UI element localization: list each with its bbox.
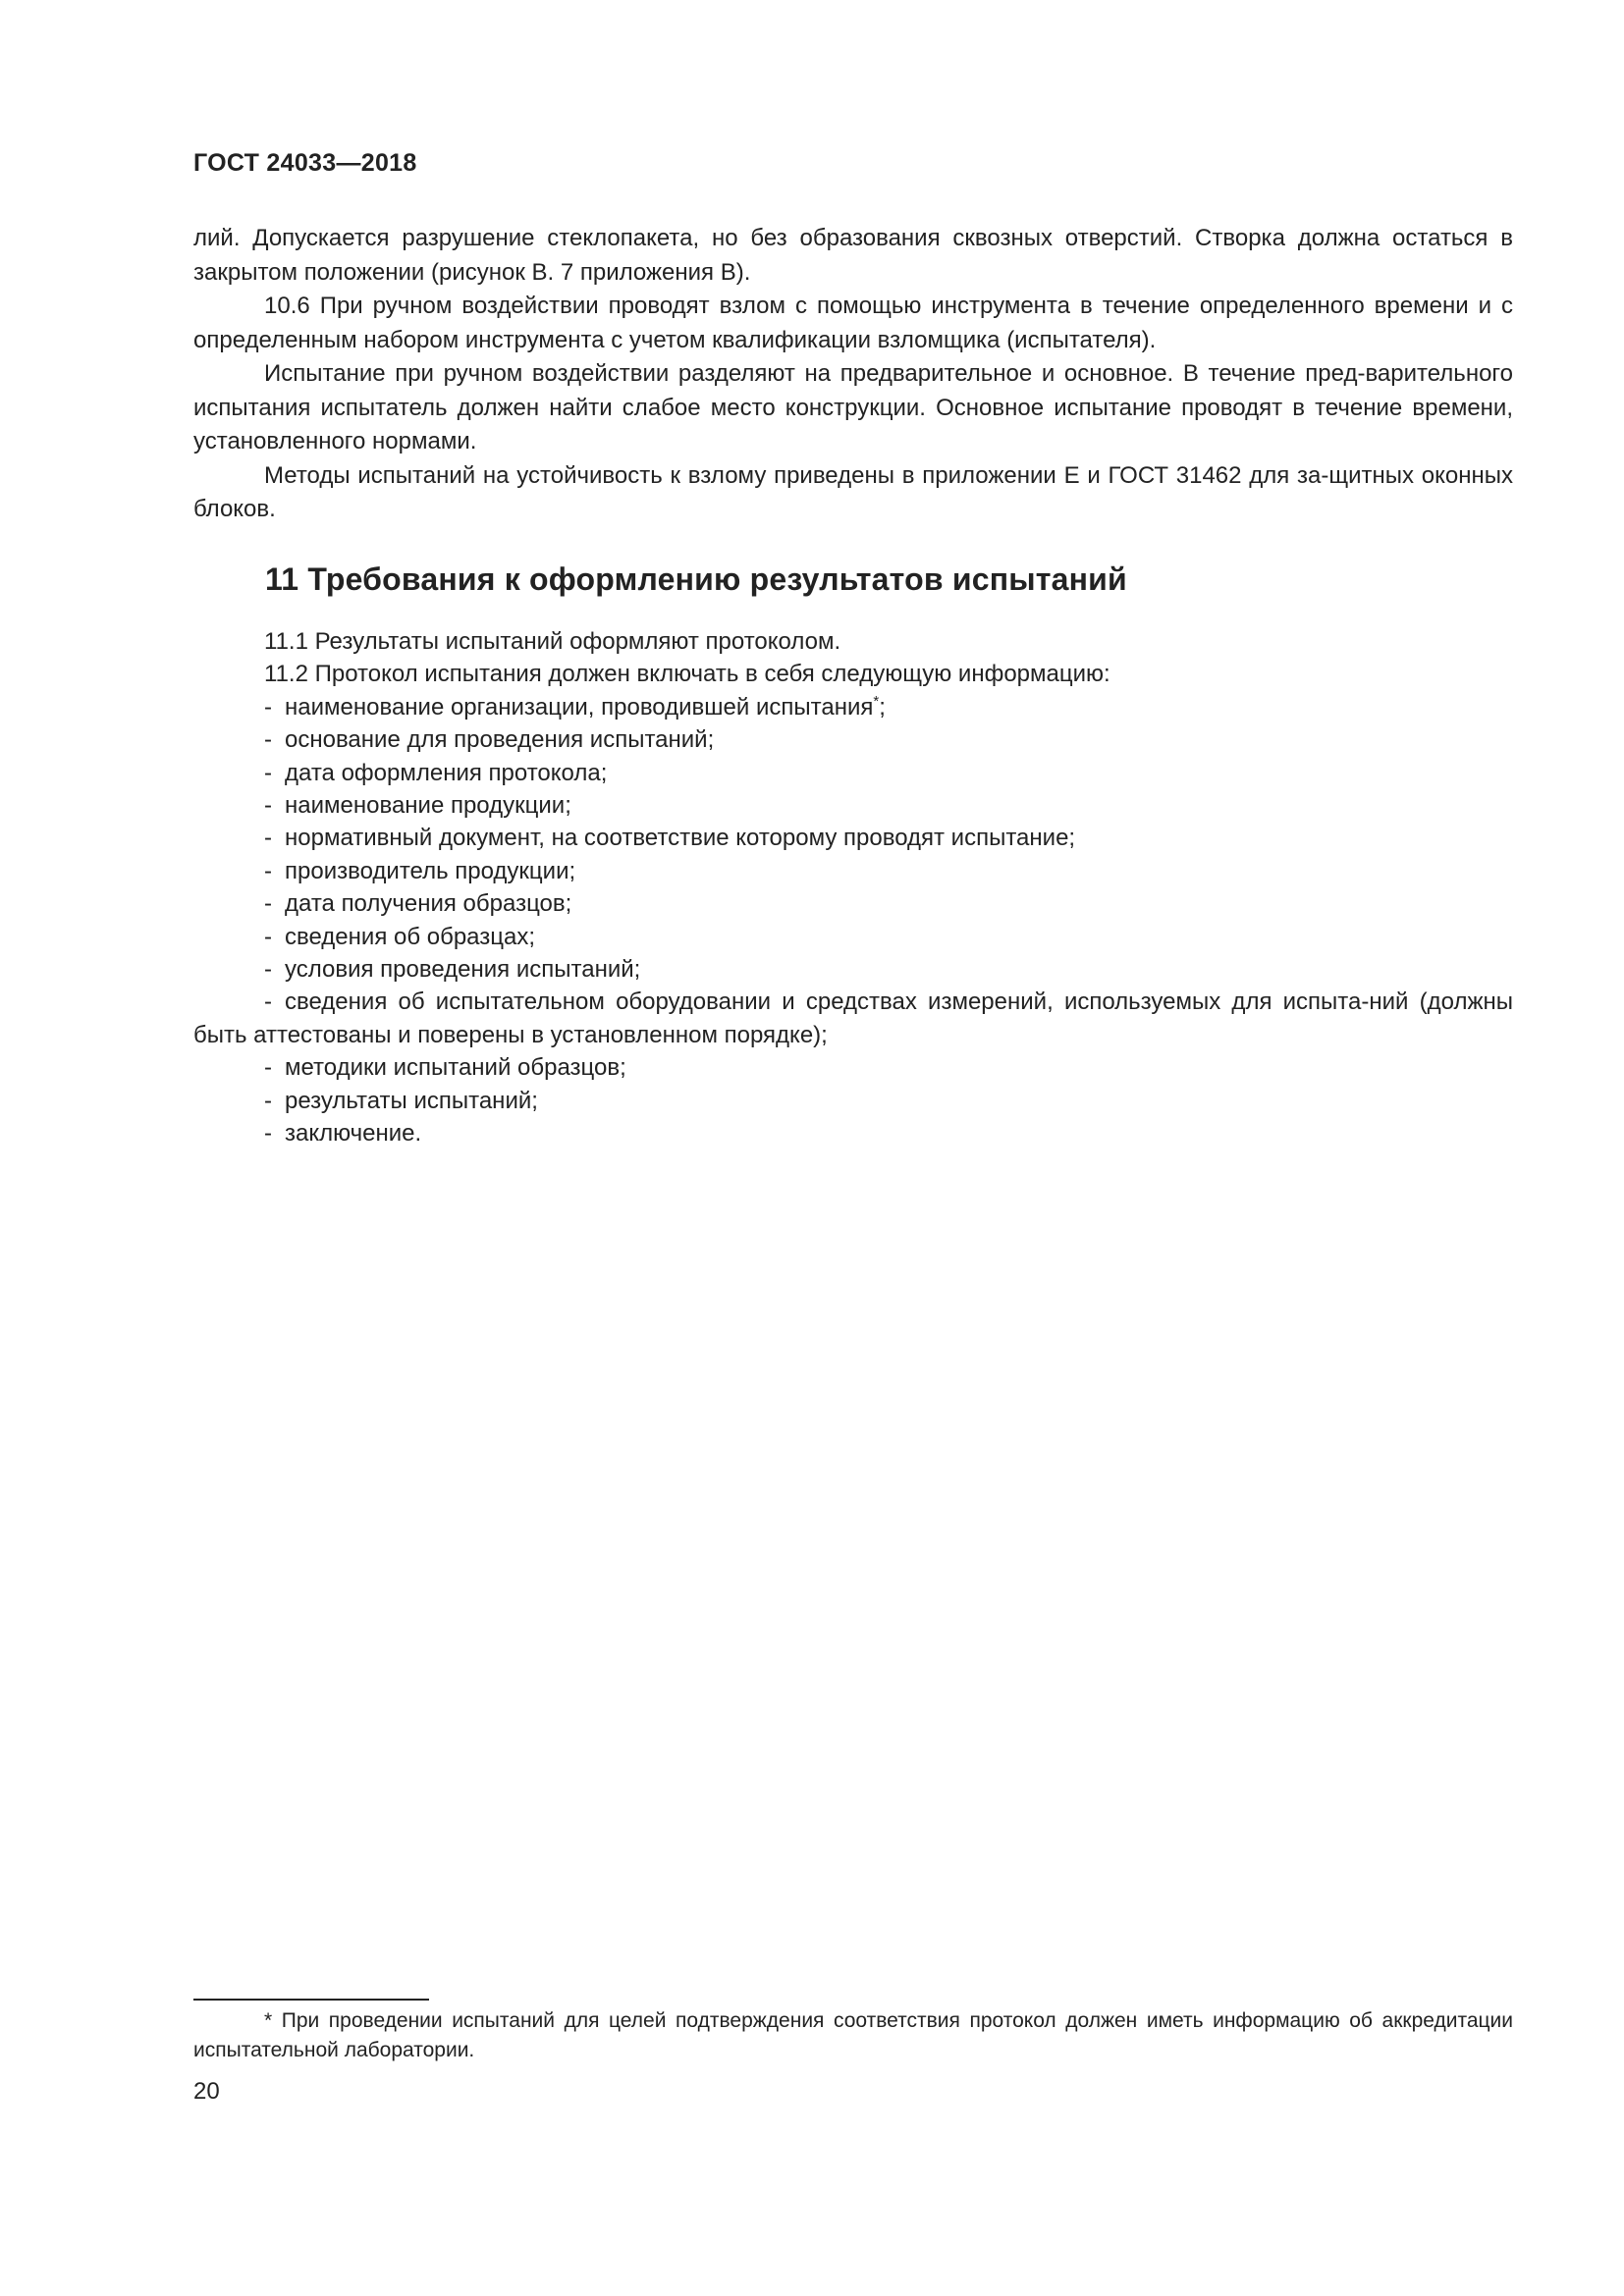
list-dash: - <box>264 923 272 950</box>
paragraph: 10.6 При ручном воздействии проводят взлом с помощью инструмента в течение определенного времени и с определенным набором инструмента с учетом квалификации взломщика (испытателя). <box>193 293 1513 353</box>
list-item <box>193 1085 1513 1117</box>
list-dash: - <box>264 726 272 754</box>
list-item-text: основание для проведения испытаний; <box>285 726 715 754</box>
list-item-text: условия проведения испытаний; <box>285 956 641 984</box>
list-item-text: заключение. <box>285 1120 422 1148</box>
list-item <box>193 723 1513 756</box>
footnote-text: * При проведении испытаний для целей подтверждения соответствия протокол должен иметь информацию об аккредитации испытательной лаборатории. <box>193 2009 1513 2061</box>
footnote-marker[interactable]: * <box>873 692 880 710</box>
paragraph: Испытание при ручном воздействии разделяют на предварительное и основное. В течение пред-варительного испытания испытатель должен найти слабое место конструкции. Основное испытание проводят в течение времени, установленного нормами. <box>193 360 1513 454</box>
list-dash: - <box>264 956 272 984</box>
list-item <box>193 1117 1513 1149</box>
list-item <box>193 757 1513 789</box>
list-item-text: дата получения образцов; <box>285 890 572 918</box>
section-heading: 11 Требования к оформлению результатов испытаний <box>265 561 1127 597</box>
list-item <box>193 855 1513 887</box>
list-dash: - <box>264 857 272 884</box>
requirements-list <box>193 691 1513 1150</box>
list-item-text: производитель продукции; <box>285 857 576 884</box>
list-dash: - <box>264 792 272 820</box>
list-item-text: методики испытаний образцов; <box>285 1054 626 1082</box>
clause: 11.1 Результаты испытаний оформляют протоколом. <box>264 628 841 655</box>
page-number: 20 <box>193 2078 220 2105</box>
list-item <box>193 822 1513 854</box>
list-dash: - <box>264 693 272 721</box>
list-item-text: дата оформления протокола; <box>285 759 608 786</box>
body-text <box>193 222 1513 527</box>
clause: 11.2 Протокол испытания должен включать в себя следующую информацию: <box>264 661 1110 688</box>
list-item <box>193 953 1513 986</box>
list-dash: - <box>264 1087 272 1114</box>
paragraph: лий. Допускается разрушение стеклопакета, но без образования сквозных отверстий. Створка должна остаться в закрытом положении (рисунок В. 7 приложения В). <box>193 225 1513 286</box>
list-item <box>193 789 1513 822</box>
list-item <box>193 887 1513 920</box>
list-item-text: наименование продукции; <box>285 792 571 820</box>
list-item <box>193 921 1513 953</box>
running-header: ГОСТ 24033—2018 <box>193 149 417 177</box>
list-dash: - <box>264 1054 272 1082</box>
footnote-divider <box>193 1999 429 2001</box>
list-dash: - <box>264 825 272 852</box>
list-item-text: наименование организации, проводившей испытания <box>285 693 874 721</box>
list-item-text: сведения об испытательном оборудовании и средствах измерений, используемых для испыта-ний (должны быть аттестованы и поверены в установленном порядке); <box>193 988 1513 1048</box>
list-item <box>193 1051 1513 1084</box>
list-dash: - <box>264 1120 272 1148</box>
list-item-suffix: ; <box>879 693 886 721</box>
list-dash: - <box>264 890 272 918</box>
paragraph: Методы испытаний на устойчивость к взлому приведены в приложении Е и ГОСТ 31462 для за-щитных оконных блоков. <box>193 461 1513 522</box>
list-item <box>193 986 1513 1051</box>
list-dash: - <box>264 988 272 1016</box>
list-item-text: результаты испытаний; <box>285 1087 538 1114</box>
list-dash: - <box>264 759 272 786</box>
list-item-text: сведения об образцах; <box>285 923 536 950</box>
section-body <box>193 625 1513 1150</box>
list-item <box>193 691 1513 723</box>
footnote <box>193 2006 1513 2065</box>
list-item-text: нормативный документ, на соответствие которому проводят испытание; <box>285 825 1076 852</box>
